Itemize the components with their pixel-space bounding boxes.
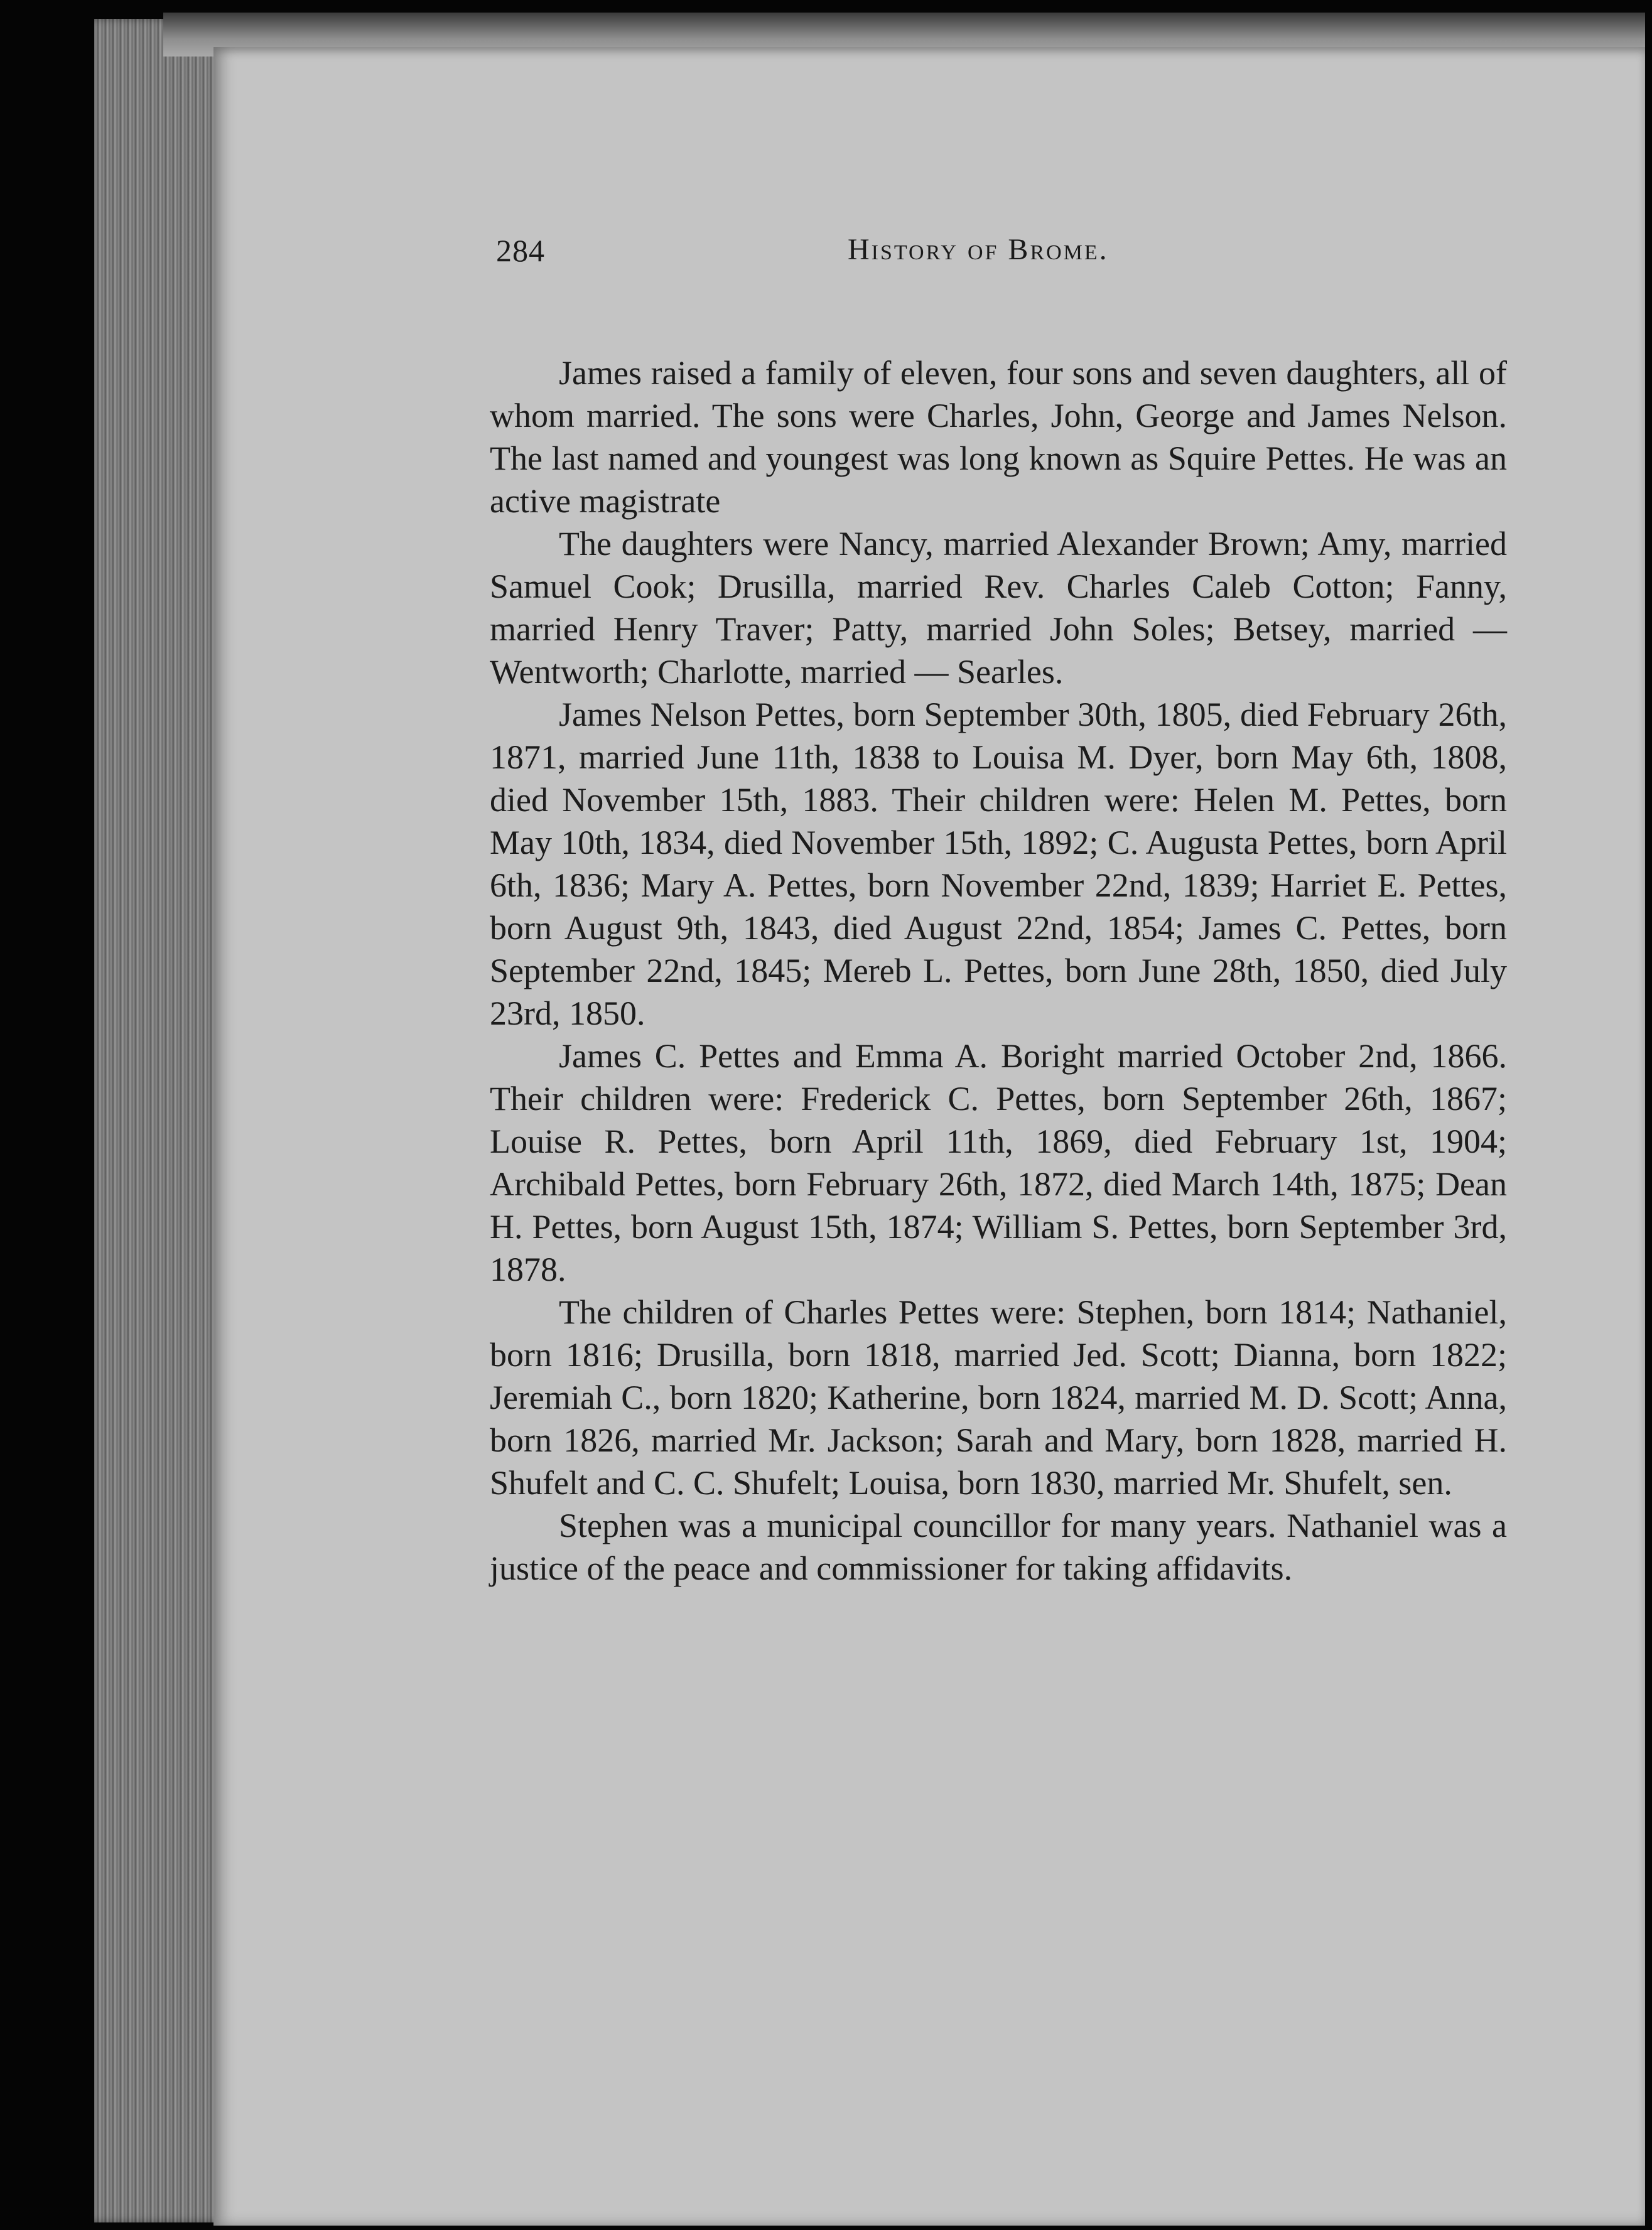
page-number: 284 — [496, 233, 545, 268]
paragraph-james-nelson-pettes: James Nelson Pettes, born September 30th, 1805, died February 26th, 1871, married June 11th, 1838 to Louisa M. Dyer, born May 6th, 1808, died November 15th, 1883. Their children were: Helen M. Pettes, born May 10th, 1834, died November 15th, 1892; C. Augusta Pettes, born April 6th, 1836; Mary A. Pettes, born November 22nd, 1839; Harriet E. Pettes, born August 9th, 1843, died August 22nd, 1854; James C. Pettes, born September 22nd, 1845; Mereb L. Pettes, born June 28th, 1850, died July 23rd, 1850. — [490, 696, 1507, 1032]
paragraph-stephen-nathaniel: Stephen was a municipal councillor for many years. Nathaniel was a justice of the peace and commissioner for taking affidavits. — [490, 1507, 1507, 1587]
paragraph-james-c-pettes: James C. Pettes and Emma A. Boright married October 2nd, 1866. Their children were: Frederick C. Pettes, born September 26th, 1867; Louise R. Pettes, born April 11th, 1869, died February 1st, 1904; Archibald Pettes, born February 26th, 1872, died March 14th, 1875; Dean H. Pettes, born August 15th, 1874; William S. Pettes, born September 3rd, 1878. — [490, 1037, 1507, 1288]
page-body — [490, 352, 1507, 1590]
book-page-edges — [94, 19, 226, 2222]
book-page — [213, 47, 1645, 2226]
paragraph-daughters: The daughters were Nancy, married Alexander Brown; Amy, married Samuel Cook; Drusilla, married Rev. Charles Caleb Cotton; Fanny, married Henry Traver; Patty, married John Soles; Betsey, married — Wentworth; Charlotte, married — Searles. — [490, 525, 1507, 691]
page-header — [496, 232, 1488, 283]
running-title: History of Brome. — [848, 233, 1109, 266]
paragraph-children-of-charles: The children of Charles Pettes were: Stephen, born 1814; Nathaniel, born 1816; Drusilla, born 1818, married Jed. Scott; Dianna, born 1822; Jeremiah C., born 1820; Katherine, born 1824, married M. D. Scott; Anna, born 1826, married Mr. Jackson; Sarah and Mary, born 1828, married H. Shufelt and C. C. Shufelt; Louisa, born 1830, married Mr. Shufelt, sen. — [490, 1293, 1507, 1502]
paragraph-family-of-james: James raised a family of eleven, four sons and seven daughters, all of whom married. The sons were Charles, John, George and James Nelson. The last named and youngest was long known as Squire Pettes. He was an active magistrate — [490, 354, 1507, 520]
